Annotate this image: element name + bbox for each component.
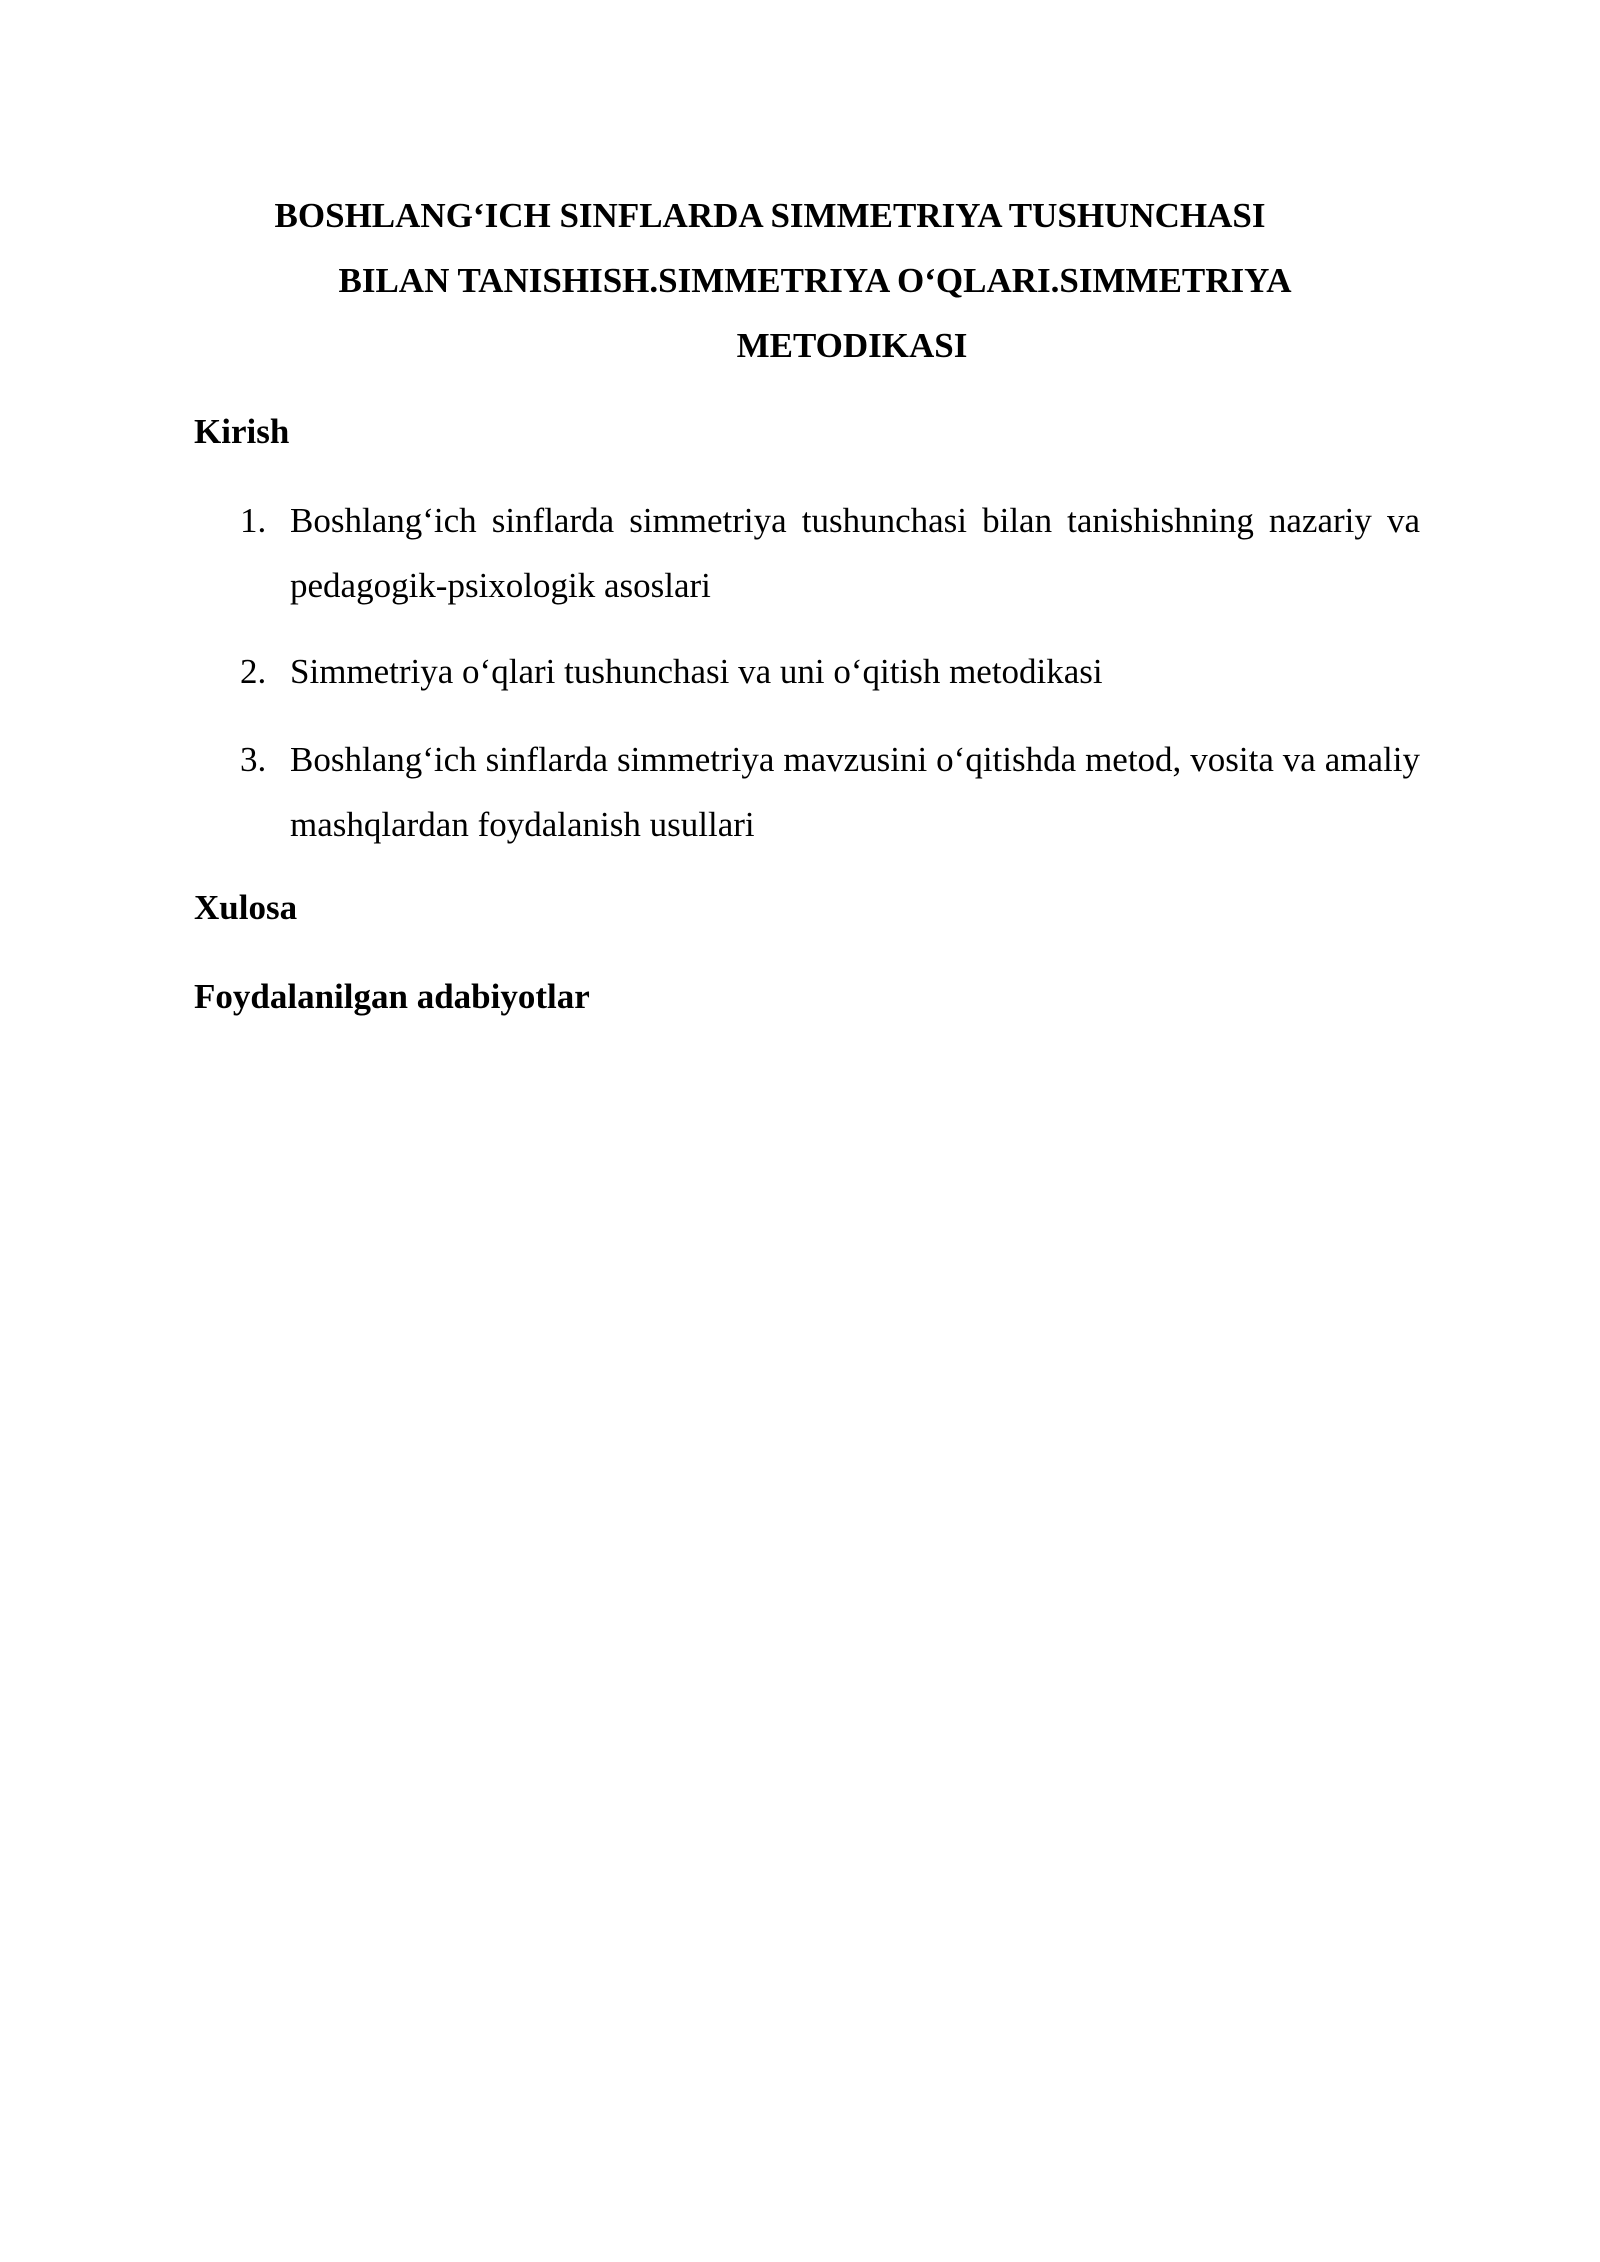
contents-item-text: Boshlang‘ich sinflarda simmetriya tushunchasi bilan tanishishning nazariy va pedagogik-psixologik asoslari (290, 501, 1420, 605)
title-line-2: BILAN TANISHISH.SIMMETRIYA O‘QLARI.SIMMETRIYA (338, 261, 1292, 300)
intro-heading: Kirish (194, 412, 290, 451)
contents-item-number: 3. (240, 740, 267, 779)
contents-item-number: 1. (240, 501, 267, 540)
contents-item-text: Simmetriya o‘qlari tushunchasi va uni o‘qitish metodikasi (290, 652, 1103, 691)
contents-item-1 (240, 488, 1420, 618)
contents-item-3 (240, 727, 1420, 857)
references-heading: Foydalanilgan adabiyotlar (194, 977, 590, 1016)
contents-item-text: Boshlang‘ich sinflarda simmetriya mavzusini o‘qitishda metod, vosita va amaliy mashqlardan foydalanish usullari (290, 740, 1420, 844)
contents-item-2 (240, 639, 1420, 704)
contents-item-number: 2. (240, 652, 267, 691)
title-line-3: METODIKASI (736, 326, 968, 365)
title-line-1: BOSHLANG‘ICH SINFLARDA SIMMETRIYA TUSHUNCHASI (274, 196, 1266, 235)
conclusion-heading: Xulosa (194, 888, 298, 927)
